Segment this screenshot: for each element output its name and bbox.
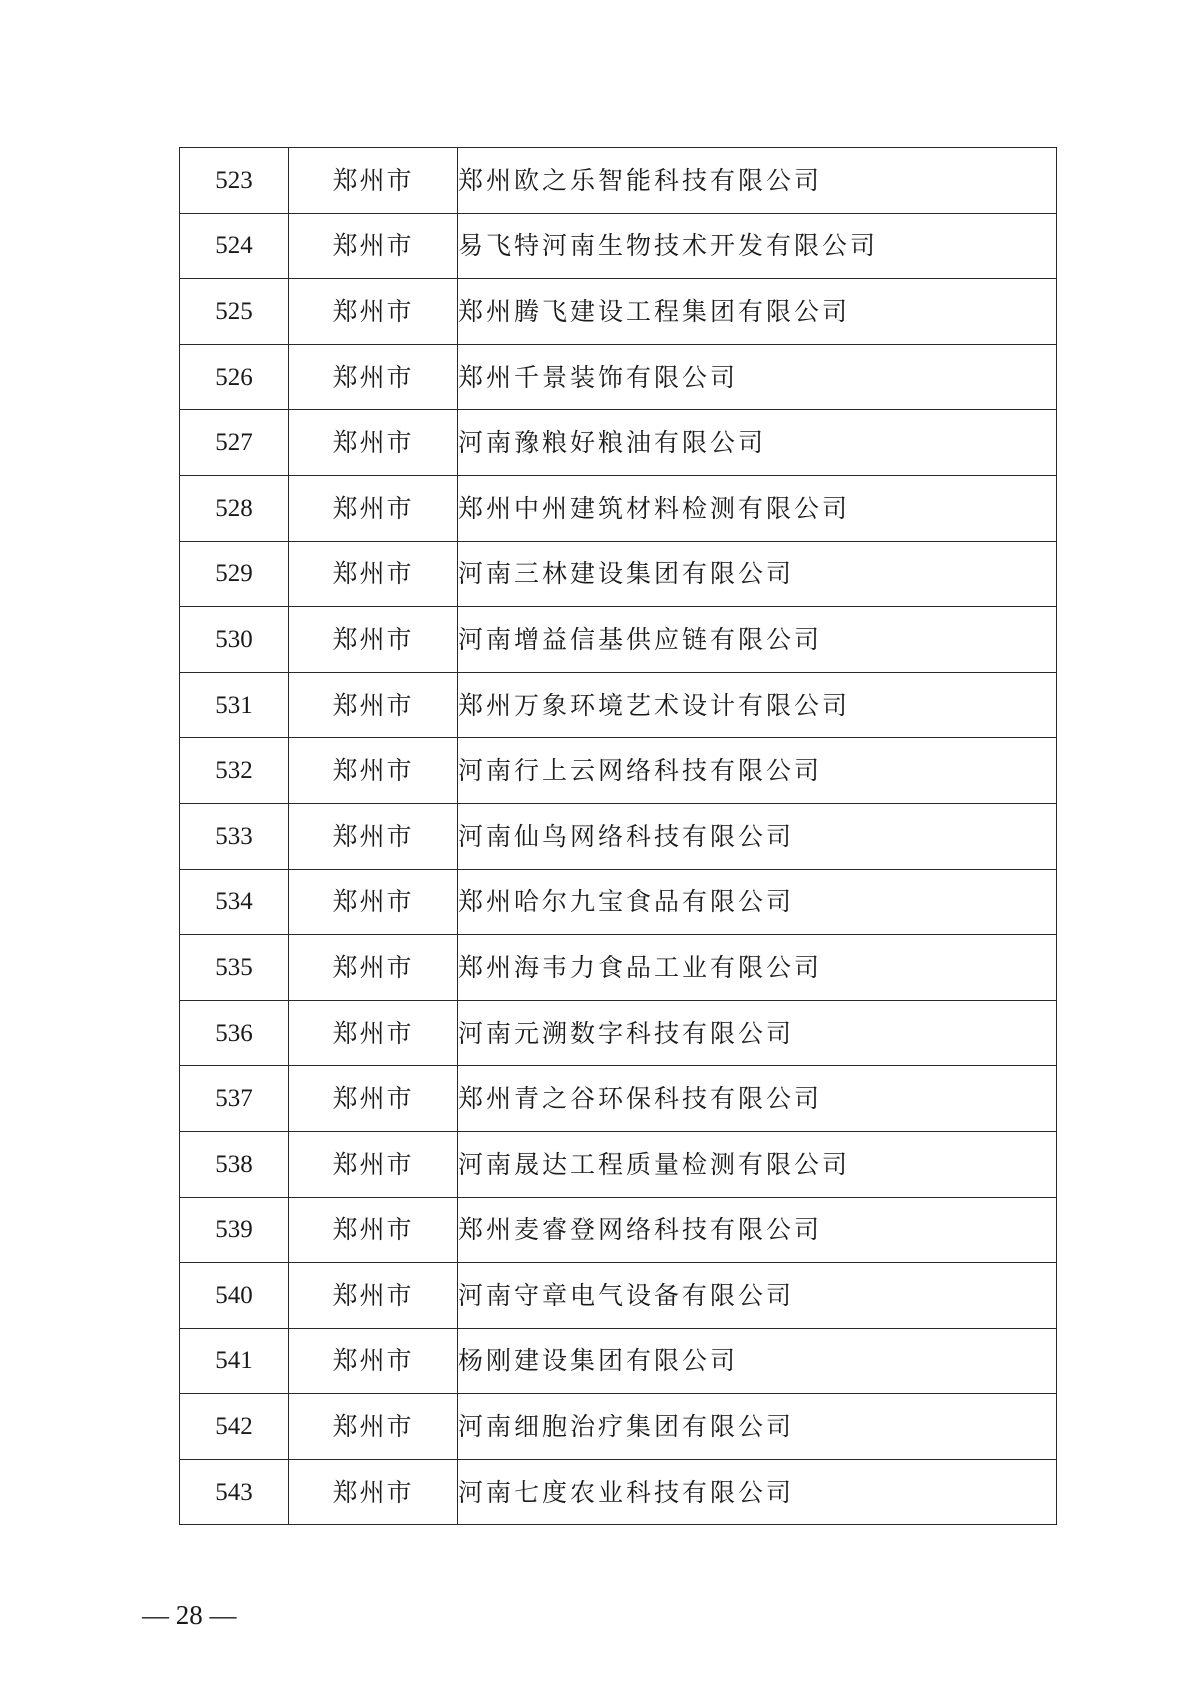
table-row: [180, 1328, 1057, 1394]
row-number-cell: 543: [180, 1459, 289, 1525]
company-name-cell: 河南七度农业科技有限公司: [458, 1459, 1057, 1525]
row-number-cell: 540: [180, 1263, 289, 1329]
row-number-cell: 530: [180, 607, 289, 673]
city-cell: 郑州市: [289, 607, 458, 673]
row-number-cell: 527: [180, 410, 289, 476]
city-cell: 郑州市: [289, 1197, 458, 1263]
city-cell: 郑州市: [289, 1459, 458, 1525]
city-cell: 郑州市: [289, 935, 458, 1001]
city-cell: 郑州市: [289, 410, 458, 476]
city-cell: 郑州市: [289, 738, 458, 804]
row-number-cell: 541: [180, 1328, 289, 1394]
company-name-cell: 郑州千景装饰有限公司: [458, 344, 1057, 410]
table-row: [180, 1394, 1057, 1460]
table-row: [180, 803, 1057, 869]
company-name-cell: 郑州欧之乐智能科技有限公司: [458, 148, 1057, 214]
city-cell: 郑州市: [289, 1000, 458, 1066]
row-number-cell: 526: [180, 344, 289, 410]
company-name-cell: 河南守章电气设备有限公司: [458, 1263, 1057, 1329]
table-row: [180, 1066, 1057, 1132]
city-cell: 郑州市: [289, 1328, 458, 1394]
city-cell: 郑州市: [289, 1394, 458, 1460]
table-row: [180, 869, 1057, 935]
table-row: [180, 1263, 1057, 1329]
row-number-cell: 523: [180, 148, 289, 214]
city-cell: 郑州市: [289, 1066, 458, 1132]
company-name-cell: 郑州麦睿登网络科技有限公司: [458, 1197, 1057, 1263]
company-name-cell: 河南增益信基供应链有限公司: [458, 607, 1057, 673]
city-cell: 郑州市: [289, 803, 458, 869]
city-cell: 郑州市: [289, 213, 458, 279]
city-cell: 郑州市: [289, 148, 458, 214]
city-cell: 郑州市: [289, 541, 458, 607]
company-list-table: [179, 147, 1057, 1525]
city-cell: 郑州市: [289, 1131, 458, 1197]
company-name-cell: 易飞特河南生物技术开发有限公司: [458, 213, 1057, 279]
company-name-cell: 郑州青之谷环保科技有限公司: [458, 1066, 1057, 1132]
city-cell: 郑州市: [289, 475, 458, 541]
row-number-cell: 533: [180, 803, 289, 869]
table-row: [180, 1459, 1057, 1525]
table-row: [180, 541, 1057, 607]
company-list-body: [180, 148, 1057, 1525]
table-row: [180, 1131, 1057, 1197]
table-row: [180, 607, 1057, 673]
company-name-cell: 河南晟达工程质量检测有限公司: [458, 1131, 1057, 1197]
page-number: — 28 —: [142, 1600, 237, 1630]
city-cell: 郑州市: [289, 672, 458, 738]
row-number-cell: 534: [180, 869, 289, 935]
row-number-cell: 538: [180, 1131, 289, 1197]
table-row: [180, 279, 1057, 345]
row-number-cell: 532: [180, 738, 289, 804]
table-row: [180, 672, 1057, 738]
company-name-cell: 河南三林建设集团有限公司: [458, 541, 1057, 607]
company-name-cell: 河南元溯数字科技有限公司: [458, 1000, 1057, 1066]
company-name-cell: 郑州腾飞建设工程集团有限公司: [458, 279, 1057, 345]
table-row: [180, 475, 1057, 541]
row-number-cell: 535: [180, 935, 289, 1001]
row-number-cell: 525: [180, 279, 289, 345]
table-row: [180, 738, 1057, 804]
company-name-cell: 郑州海韦力食品工业有限公司: [458, 935, 1057, 1001]
company-name-cell: 杨刚建设集团有限公司: [458, 1328, 1057, 1394]
table-row: [180, 344, 1057, 410]
row-number-cell: 537: [180, 1066, 289, 1132]
table-row: [180, 1000, 1057, 1066]
city-cell: 郑州市: [289, 279, 458, 345]
row-number-cell: 529: [180, 541, 289, 607]
row-number-cell: 542: [180, 1394, 289, 1460]
table-row: [180, 213, 1057, 279]
row-number-cell: 536: [180, 1000, 289, 1066]
company-name-cell: 河南细胞治疗集团有限公司: [458, 1394, 1057, 1460]
table-row: [180, 1197, 1057, 1263]
row-number-cell: 528: [180, 475, 289, 541]
table-row: [180, 935, 1057, 1001]
company-name-cell: 河南行上云网络科技有限公司: [458, 738, 1057, 804]
city-cell: 郑州市: [289, 869, 458, 935]
company-name-cell: 河南仙鸟网络科技有限公司: [458, 803, 1057, 869]
company-name-cell: 郑州万象环境艺术设计有限公司: [458, 672, 1057, 738]
city-cell: 郑州市: [289, 344, 458, 410]
table-row: [180, 148, 1057, 214]
row-number-cell: 524: [180, 213, 289, 279]
table-row: [180, 410, 1057, 476]
row-number-cell: 531: [180, 672, 289, 738]
row-number-cell: 539: [180, 1197, 289, 1263]
company-name-cell: 郑州哈尔九宝食品有限公司: [458, 869, 1057, 935]
city-cell: 郑州市: [289, 1263, 458, 1329]
company-name-cell: 郑州中州建筑材料检测有限公司: [458, 475, 1057, 541]
company-name-cell: 河南豫粮好粮油有限公司: [458, 410, 1057, 476]
